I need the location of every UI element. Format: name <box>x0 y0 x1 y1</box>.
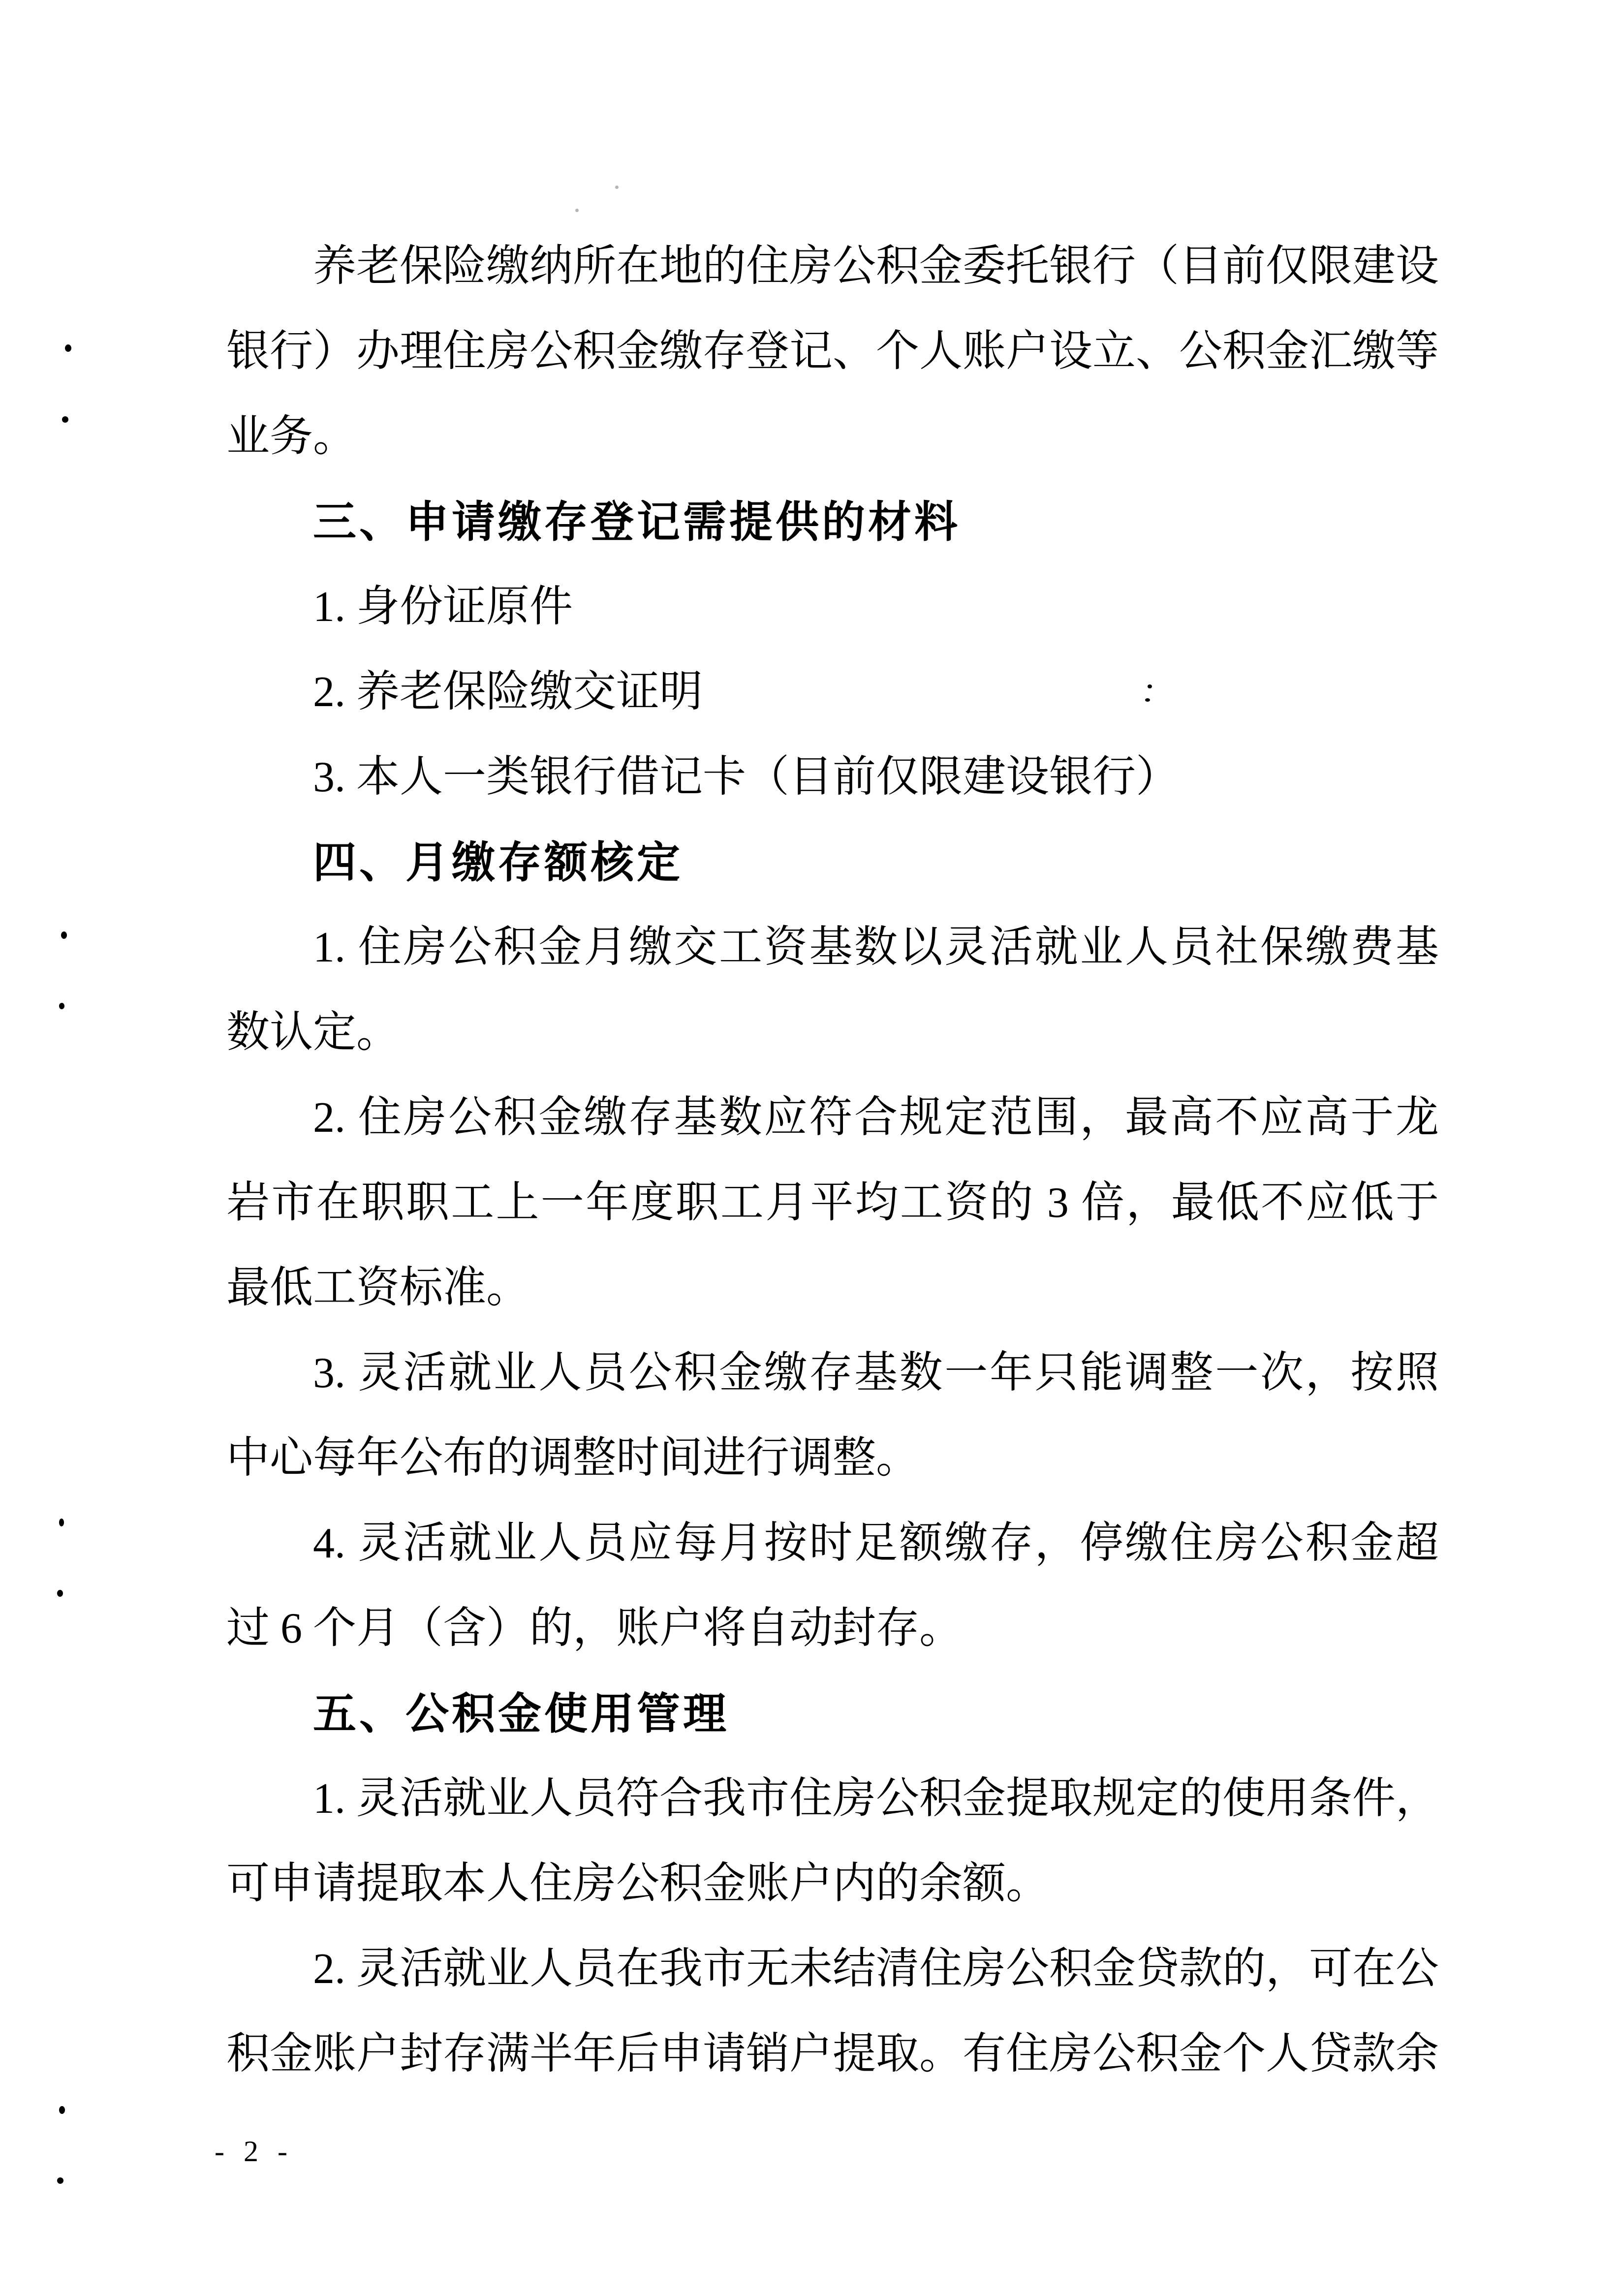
ink-speck <box>59 2106 65 2114</box>
ink-speck <box>62 416 68 423</box>
paragraph-line: 岩市在职职工上一年度职工月平均工资的 3 倍，最低不应低于 <box>226 1179 1439 1227</box>
paragraph-line: 中心每年公布的调整时间进行调整。 <box>226 1434 920 1482</box>
paragraph-line: 可申请提取本人住房公积金账户内的余额。 <box>226 1860 1050 1908</box>
section-three-item: 2. 养老保险缴交证明 <box>313 668 703 716</box>
document-body <box>226 224 1439 2097</box>
intro-line: 养老保险缴纳所在地的住房公积金委托银行（目前仅限建设 <box>313 243 1439 290</box>
section-three-item: 3. 本人一类银行借记卡（目前仅限建设银行） <box>313 753 1180 801</box>
ink-speck <box>65 344 71 352</box>
paragraph-line: 4. 灵活就业人员应每月按时足额缴存，停缴住房公积金超 <box>313 1520 1439 1567</box>
ink-speck <box>615 186 619 189</box>
paragraph-line: 3. 灵活就业人员公积金缴存基数一年只能调整一次，按照 <box>313 1349 1439 1397</box>
ink-speck <box>59 1519 64 1526</box>
section-four-heading: 四、月缴存额核定 <box>313 838 684 887</box>
paragraph-line: 2. 住房公积金缴存基数应符合规定范围，最高不应高于龙 <box>313 1094 1439 1142</box>
paragraph-line: 过 6 个月（含）的，账户将自动封存。 <box>226 1605 963 1652</box>
ink-speck <box>1145 698 1150 702</box>
intro-line: 银行）办理住房公积金缴存登记、个人账户设立、公积金汇缴等 <box>226 328 1439 375</box>
section-five-heading: 五、公积金使用管理 <box>313 1689 730 1738</box>
paragraph-line: 1. 灵活就业人员符合我市住房公积金提取规定的使用条件， <box>313 1775 1439 1823</box>
ink-speck <box>57 1590 63 1597</box>
ink-speck <box>1148 684 1152 688</box>
section-three-item: 1. 身份证原件 <box>313 583 573 631</box>
section-three-heading: 三、申请缴存登记需提供的材料 <box>313 497 961 546</box>
paragraph-line: 数认定。 <box>226 1009 400 1056</box>
paragraph-line: 2. 灵活就业人员在我市无未结清住房公积金贷款的，可在公 <box>313 1945 1439 1993</box>
ink-speck <box>575 209 579 212</box>
ink-speck <box>57 2177 63 2184</box>
paragraph-line: 积金账户封存满半年后申请销户提取。有住房公积金个人贷款余 <box>226 2030 1439 2078</box>
paragraph-line: 最低工资标准。 <box>226 1264 530 1312</box>
page-number: - 2 - <box>215 2135 293 2168</box>
ink-speck <box>61 931 67 939</box>
ink-speck <box>59 1003 64 1009</box>
intro-line: 业务。 <box>226 413 357 461</box>
paragraph-line: 1. 住房公积金月缴交工资基数以灵活就业人员社保缴费基 <box>313 924 1439 971</box>
